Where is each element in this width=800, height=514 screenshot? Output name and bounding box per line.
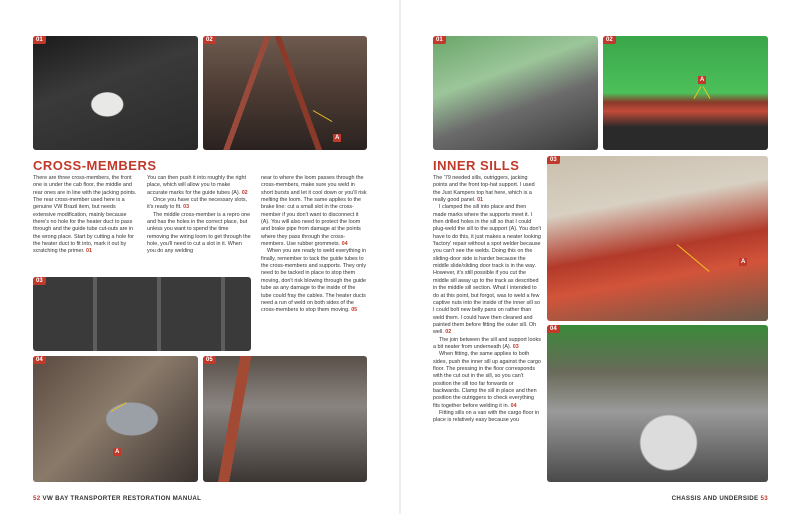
callout-label: A [335, 135, 340, 141]
photo-number: 04 [547, 325, 560, 333]
text-column-1 [33, 175, 137, 256]
photo-number: 03 [547, 156, 560, 164]
paragraph: I clamped the sill into place and then made marks where the supports meet it. I then drilled holes in the sill so that I could plug-weld the sill to the support (A). You don't have to do this, it just makes a neater looking 'factory' repair without a spot welder because you can't see the welds. Doing this on the sliding-door side is harder because the middle slide/sliding door track is in the way. However, it's still possible if you cut the middle sill away up to the track as described in the middle sill section. What I intended to do at this point, but forgot, was to weld a few captive nuts into the inside of the inner sill so I could bolt new belly pans on rather than weld them. I could have then cleaned and painted them before fitting the outer sill. Oh well. [433, 204, 542, 336]
paragraph: You can then push it into roughly the right place, which will allow you to make accurate marks for the guide tubes (A). [147, 175, 246, 196]
page-number: 53 [760, 495, 768, 502]
photo-right-01 [433, 36, 598, 150]
photo-ref: 02 [445, 329, 452, 336]
paragraph: The join between the sill and support looks a bit neater from underneath (A). [433, 336, 541, 350]
photo-ref: 05 [351, 307, 358, 314]
photo-ref: 03 [512, 343, 519, 350]
callout-label: A [115, 449, 120, 455]
callout-arrow [703, 86, 711, 99]
photo-number: 03 [33, 277, 46, 285]
photo-number: 05 [203, 356, 216, 364]
photo-number: 01 [433, 36, 446, 44]
photo-ref: 04 [341, 241, 348, 248]
photo-right-03 [547, 156, 768, 321]
right-page [401, 0, 800, 514]
photo-left-03 [33, 277, 251, 351]
section-heading: CROSS-MEMBERS [33, 158, 157, 173]
callout-arrow [313, 110, 333, 122]
paragraph: near to where the loom passes through the cross-members, make sure you weld in short bursts and let it cool down or you'll risk melting the loom. The same applies to the brake line: cut a small slot in the cross-member if you don't want to disconnect it (A). You will also need to protect the loom and brake pipe from damage at the points where they pass through the cross-members. Use rubber grommets. [261, 175, 367, 248]
left-page [0, 0, 399, 514]
callout-arrow [111, 402, 127, 412]
section-heading: INNER SILLS [433, 158, 520, 173]
photo-number: 02 [203, 36, 216, 44]
running-title: CHASSIS AND UNDERSIDE [671, 495, 759, 502]
photo-left-02 [203, 36, 367, 150]
paragraph: Fitting sills on a van with the cargo floor in place is relatively easy because you [433, 410, 540, 424]
photo-number: 01 [33, 36, 46, 44]
text-column-right [433, 175, 541, 425]
paragraph: The '79 needed sills, outriggers, jacking points and the front top-hat support. I used the Just Kampers top hat here, which is a really good panel. [433, 175, 535, 204]
callout-arrow [677, 244, 710, 272]
text-column-2 [147, 175, 251, 256]
running-title: VW BAY TRANSPORTER RESTORATION MANUAL [42, 495, 202, 502]
text-column-3 [261, 175, 367, 315]
photo-left-05 [203, 356, 367, 482]
callout-label: A [700, 77, 705, 83]
photo-right-02 [603, 36, 768, 150]
callout-arrow [694, 86, 702, 99]
paragraph: When you are ready to weld everything in finally, remember to tack the guide tubes to the cross-members and supports. They only need to be tacked in place to stop them moving, don't risk blowing through the guide tube as any damage to the inside of the tube could fray the cables. The heater ducts need a run of weld on both sides of the cross-members to stop them moving. [261, 248, 367, 314]
photo-number: 04 [33, 356, 46, 364]
callout-label: A [741, 259, 746, 265]
page-number: 52 [33, 495, 41, 502]
photo-ref: 01 [477, 197, 484, 204]
photo-left-01 [33, 36, 198, 150]
footer-right [672, 495, 768, 502]
photo-ref: 02 [241, 189, 248, 196]
photo-right-04 [547, 325, 768, 482]
paragraph: Once you have cut the necessary slots, it's ready to fit. [147, 197, 248, 211]
photo-ref: 01 [86, 248, 93, 255]
photo-left-04 [33, 356, 198, 482]
footer-left [33, 495, 201, 502]
photo-ref: 03 [183, 204, 190, 211]
photo-ref: 04 [510, 402, 517, 409]
paragraph: There are three cross-members, the front one is under the cab floor, the middle and rear ones are in line with the jacking points. The rear cross-member used here is a genuine VW Brazil item, but needs extensive modification, mainly because there's no hole for the heater duct to pass through and the guide tube cut-outs are in the wrong place. Start by cutting a hole for the heater duct to fit into, mark it out by scratching the primer. [33, 175, 137, 255]
paragraph: The middle cross-member is a repro one and has the holes in the correct place, but unless you want to spend the time removing the wiring loom to get through the hole, you'll need to cut a slot in it. When you do any welding [147, 211, 251, 255]
paragraph: When fitting, the same applies to both sides, push the inner sill up against the cargo floor. The pressing in the floor corresponds with the cut out in the sill, so you can't position the sill too far forwards or backwards. Clamp the sill in place and then position the outriggers to check everything fits together before welding it in. [433, 351, 541, 409]
photo-number: 02 [603, 36, 616, 44]
